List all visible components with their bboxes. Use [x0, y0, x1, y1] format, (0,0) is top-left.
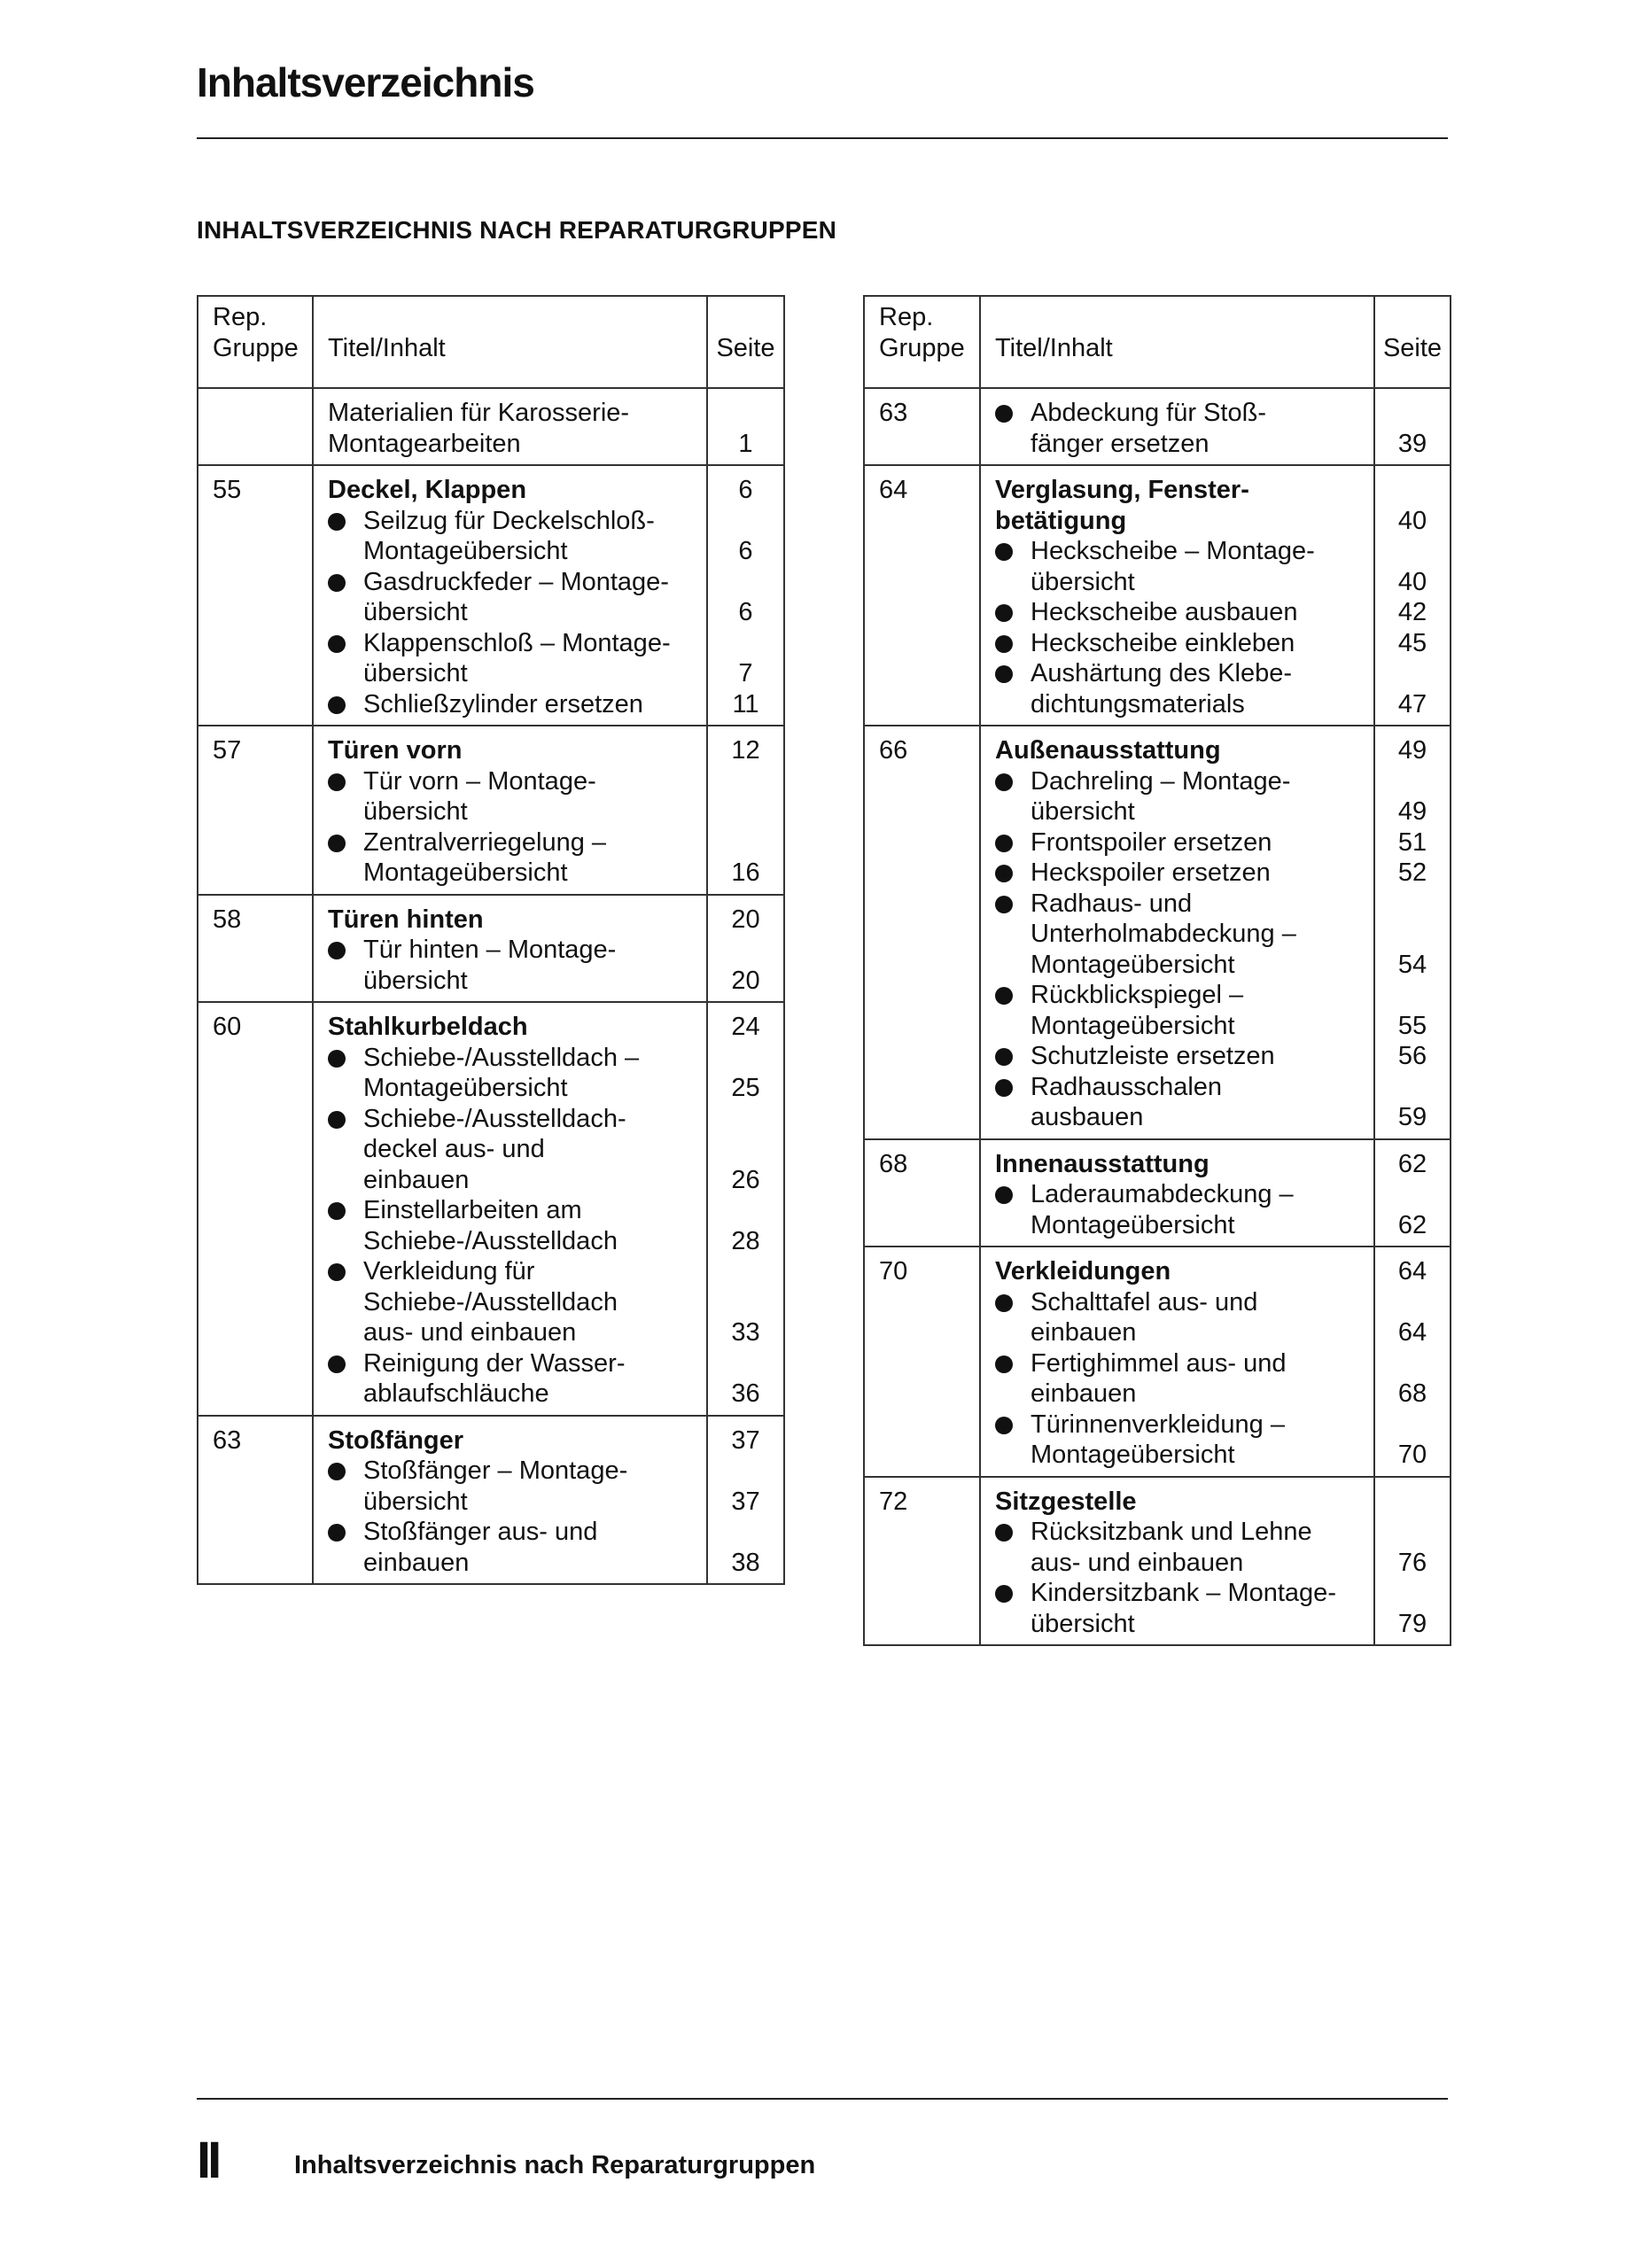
header-page: Seite [1382, 333, 1443, 362]
toc-section-row [198, 1002, 784, 1416]
page-cell [707, 1416, 784, 1585]
entry-continuation: einbauen [1031, 1318, 1137, 1347]
entry-continuation: Unterholmabdeckung – [1031, 920, 1296, 948]
entry-continuation: übersicht [363, 797, 468, 826]
entry-continuation: ausbauen [1031, 1103, 1144, 1131]
page-number: 1 [738, 429, 753, 458]
toc-table-right [863, 295, 1451, 1646]
page-number: 62 [1397, 1210, 1427, 1239]
page-number: 51 [1397, 827, 1427, 857]
page-number: 76 [1397, 1548, 1427, 1577]
group-cell [198, 465, 313, 726]
entry-bullet-item: Rücksitzbank und Lehne [995, 1517, 1368, 1548]
entry-bullet-item: Seilzug für Deckelschloß- [328, 506, 701, 537]
entry-bullet-item: Aushärtung des Klebe- [995, 658, 1368, 689]
group-number: 70 [879, 1257, 908, 1285]
page-number [1375, 398, 1450, 429]
toc-section-row [864, 1139, 1451, 1247]
group-cell [198, 1416, 313, 1585]
group-number: 66 [879, 736, 908, 765]
entry-bullet-item: Rückblickspiegel – [995, 980, 1368, 1011]
entry-bullet-item: Radhausschalen [995, 1072, 1368, 1103]
page-number: 26 [731, 1165, 760, 1194]
group-number [213, 398, 312, 429]
header-group-cell [198, 296, 313, 388]
page-number [1375, 658, 1450, 689]
entry-bullet-item: Fertighimmel aus- und [995, 1348, 1368, 1379]
page-number [1375, 1487, 1450, 1518]
entry-bullet-item: Radhaus- und [995, 889, 1368, 920]
page-cell [707, 895, 784, 1003]
toc-section-row [864, 726, 1451, 1139]
page-number [1375, 536, 1450, 567]
page-number: 37 [731, 1425, 760, 1455]
page-number [708, 398, 783, 429]
section-heading: Türen hinten [328, 905, 484, 934]
entry-continuation: Schiebe-/Ausstelldach [363, 1287, 618, 1317]
page-number: 36 [731, 1379, 760, 1408]
page-number [1375, 1179, 1450, 1210]
title-cell [980, 1139, 1374, 1247]
title-cell [313, 465, 707, 726]
page-number [1375, 1517, 1450, 1548]
group-number: 58 [213, 905, 242, 934]
page-number: 25 [731, 1074, 760, 1102]
page-number [1375, 1072, 1450, 1103]
title-cell [980, 465, 1374, 726]
page-cell [1374, 1477, 1451, 1646]
toc-section-row [198, 465, 784, 726]
entry-continuation: Schiebe-/Ausstelldach [363, 1226, 618, 1255]
toc-section-row [864, 388, 1451, 465]
page-number: 33 [731, 1318, 760, 1347]
header-title: Titel/Inhalt [328, 333, 446, 362]
group-cell [864, 1477, 980, 1646]
entry-bullet-item: Frontspoiler ersetzen [995, 827, 1368, 858]
page-number [708, 766, 783, 797]
page-number [708, 1456, 783, 1487]
entry-text: Montagearbeiten [328, 429, 521, 458]
page-number: 40 [1397, 506, 1427, 535]
group-number: 68 [879, 1149, 908, 1178]
page-number: 20 [731, 905, 760, 934]
page-number: 11 [732, 689, 759, 718]
section-heading: Außenausstattung [995, 736, 1221, 765]
page-number [1375, 919, 1450, 950]
bottom-divider [197, 2098, 1448, 2100]
entry-bullet-item: Klappenschloß – Montage- [328, 628, 701, 659]
title-cell [980, 1247, 1374, 1477]
entry-continuation: übersicht [363, 659, 468, 687]
title-cell [313, 895, 707, 1003]
section-heading: Innenausstattung [995, 1149, 1210, 1178]
header-group-line1: Rep. [879, 303, 934, 331]
title-cell [980, 388, 1374, 465]
section-heading: Verkleidungen [995, 1257, 1171, 1285]
entry-continuation: Montageübersicht [363, 858, 568, 887]
entry-bullet-item: Tür vorn – Montage- [328, 766, 701, 797]
page-cell [707, 388, 784, 465]
entry-bullet-item: Zentralverriegelung – [328, 827, 701, 858]
title-cell [313, 1416, 707, 1585]
group-cell [864, 726, 980, 1139]
page-number: 64 [1397, 1318, 1427, 1347]
page-number [708, 827, 783, 858]
page-number: 42 [1397, 598, 1427, 626]
page-number: 28 [731, 1226, 760, 1255]
page-number [1375, 1410, 1450, 1441]
page-number: 54 [1397, 950, 1427, 979]
entry-continuation: aus- und einbauen [363, 1318, 577, 1347]
page-number: 37 [731, 1487, 760, 1516]
page-number [708, 1287, 783, 1318]
entry-continuation: einbauen [363, 1165, 470, 1194]
entry-bullet-item: Heckspoiler ersetzen [995, 858, 1368, 889]
entry-bullet-item: Kindersitzbank – Montage- [995, 1578, 1368, 1609]
header-page-cell [1374, 296, 1451, 388]
page-number [1375, 1348, 1450, 1379]
entry-continuation: dichtungsmaterials [1031, 689, 1245, 718]
page-cell [707, 465, 784, 726]
page-number: 79 [1397, 1609, 1427, 1638]
entry-bullet-item: Schutzleiste ersetzen [995, 1041, 1368, 1072]
page-number: 49 [1397, 797, 1427, 826]
page-number: 38 [731, 1548, 760, 1577]
group-number: 63 [213, 1425, 242, 1455]
entry-continuation: Montageübersicht [1031, 1441, 1235, 1469]
entry-continuation: deckel aus- und [363, 1135, 545, 1163]
header-page: Seite [716, 333, 775, 362]
group-cell [198, 726, 313, 895]
page-number [708, 1195, 783, 1226]
group-number: 55 [213, 476, 242, 504]
page-number [1375, 475, 1450, 506]
entry-continuation: einbauen [363, 1548, 470, 1577]
page-number [708, 1517, 783, 1548]
page-cell [707, 1002, 784, 1416]
toc-section-row [198, 1416, 784, 1585]
entry-continuation: übersicht [1031, 1609, 1135, 1638]
entry-continuation: aus- und einbauen [1031, 1548, 1244, 1577]
toc-header-row [864, 296, 1451, 388]
entry-continuation: Montageübersicht [363, 537, 568, 565]
group-number: 60 [213, 1013, 242, 1041]
section-heading: Verglasung, Fenster- [995, 476, 1249, 504]
section-heading: Deckel, Klappen [328, 476, 527, 504]
entry-text: Materialien für Karosserie- [328, 399, 630, 427]
page-title: Inhaltsverzeichnis [197, 59, 534, 105]
header-page-cell [707, 296, 784, 388]
page-number: 12 [731, 736, 760, 765]
page-number [1375, 1287, 1450, 1318]
section-subtitle: INHALTSVERZEICHNIS NACH REPARATURGRUPPEN [197, 216, 837, 244]
entry-continuation: Montageübersicht [1031, 950, 1235, 979]
page-number: 16 [731, 858, 760, 887]
page-cell [1374, 465, 1451, 726]
entry-bullet-item: Stoßfänger – Montage- [328, 1456, 701, 1487]
group-cell [864, 1139, 980, 1247]
entry-continuation: übersicht [1031, 567, 1135, 596]
section-heading: Stahlkurbeldach [328, 1013, 528, 1041]
section-heading: Türen vorn [328, 736, 463, 765]
entry-continuation: einbauen [1031, 1379, 1137, 1408]
footer-page-number: II [197, 2132, 219, 2189]
toc-section-row [198, 726, 784, 895]
entry-bullet-item: Schiebe-/Ausstelldach – [328, 1043, 701, 1074]
page-number: 62 [1397, 1149, 1427, 1178]
header-title-cell [980, 296, 1374, 388]
section-heading: Stoßfänger [328, 1425, 464, 1455]
entry-bullet-item: Laderaumabdeckung – [995, 1179, 1368, 1210]
header-group-cell [864, 296, 980, 388]
page-number: 6 [738, 537, 753, 565]
page-number: 56 [1397, 1042, 1427, 1070]
entry-bullet-item: Türinnenverkleidung – [995, 1410, 1368, 1441]
page-number [708, 1256, 783, 1287]
page-number [708, 506, 783, 537]
entry-bullet-item: Heckscheibe ausbauen [995, 597, 1368, 628]
entry-continuation: übersicht [1031, 797, 1135, 826]
footer-text: Inhaltsverzeichnis nach Reparaturgruppen [294, 2151, 816, 2179]
page-number: 47 [1397, 689, 1427, 718]
page-number: 55 [1397, 1011, 1427, 1040]
group-cell [198, 388, 313, 465]
page-number: 59 [1397, 1103, 1427, 1131]
toc-table-left [197, 295, 785, 1585]
entry-bullet-item: Tür hinten – Montage- [328, 935, 701, 966]
group-number: 57 [213, 736, 242, 765]
entry-continuation: übersicht [363, 598, 468, 626]
group-number: 72 [879, 1487, 908, 1516]
header-group-line1: Rep. [213, 303, 268, 331]
entry-bullet-item: Stoßfänger aus- und [328, 1517, 701, 1548]
page-number [708, 567, 783, 598]
page-number: 45 [1397, 628, 1427, 657]
entry-continuation: Montageübersicht [1031, 1210, 1235, 1239]
page-number: 49 [1397, 736, 1427, 765]
page-number: 7 [738, 659, 753, 687]
page-number: 64 [1397, 1257, 1427, 1285]
section-heading: Sitzgestelle [995, 1487, 1137, 1516]
header-title-cell [313, 296, 707, 388]
page-number [708, 1134, 783, 1165]
header-group-line2: Gruppe [879, 333, 965, 362]
section-heading: betätigung [995, 506, 1127, 535]
page-number [1375, 980, 1450, 1011]
entry-bullet-item: Gasdruckfeder – Montage- [328, 567, 701, 598]
group-cell [198, 1002, 313, 1416]
entry-continuation: fänger ersetzen [1031, 429, 1210, 458]
entry-continuation: Montageübersicht [1031, 1011, 1235, 1040]
page-number [708, 1348, 783, 1379]
title-cell [313, 388, 707, 465]
entry-bullet-item: Heckscheibe – Montage- [995, 536, 1368, 567]
entry-continuation: übersicht [363, 966, 468, 995]
page-number: 20 [731, 966, 760, 995]
page-cell [1374, 726, 1451, 1139]
group-cell [198, 895, 313, 1003]
toc-right-body [864, 296, 1451, 1645]
page-cell [1374, 388, 1451, 465]
toc-section-row [198, 388, 784, 465]
page-number [1375, 1578, 1450, 1609]
entry-bullet-item: Abdeckung für Stoß- [995, 398, 1368, 429]
page-number [1375, 766, 1450, 797]
page-number: 6 [738, 598, 753, 626]
entry-continuation: Montageübersicht [363, 1074, 568, 1102]
page-number: 68 [1397, 1379, 1427, 1408]
page-cell [707, 726, 784, 895]
page-number: 40 [1397, 567, 1427, 596]
page-cell [1374, 1139, 1451, 1247]
page-number [708, 935, 783, 966]
toc-section-row [864, 1477, 1451, 1646]
entry-bullet-item: Heckscheibe einkleben [995, 628, 1368, 659]
page-number: 24 [731, 1013, 760, 1041]
group-cell [864, 1247, 980, 1477]
page-number [708, 628, 783, 659]
title-cell [313, 726, 707, 895]
toc-section-row [864, 1247, 1451, 1477]
toc-section-row [198, 895, 784, 1003]
page-number: 52 [1397, 858, 1427, 887]
entry-bullet-item: Reinigung der Wasser- [328, 1348, 701, 1379]
toc-section-row [864, 465, 1451, 726]
title-cell [313, 1002, 707, 1416]
toc-header-row [198, 296, 784, 388]
entry-bullet-item: Einstellarbeiten am [328, 1195, 701, 1226]
header-title: Titel/Inhalt [995, 333, 1113, 362]
page-number: 39 [1397, 429, 1427, 458]
entry-bullet-item: Schließzylinder ersetzen [328, 689, 701, 720]
entry-bullet-item: Schalttafel aus- und [995, 1287, 1368, 1318]
entry-continuation: ablaufschläuche [363, 1379, 549, 1408]
group-number: 63 [879, 399, 908, 427]
page-number: 6 [738, 476, 753, 504]
page-number [708, 796, 783, 827]
page-number [1375, 889, 1450, 920]
entry-bullet-item: Schiebe-/Ausstelldach- [328, 1104, 701, 1135]
page-cell [1374, 1247, 1451, 1477]
title-cell [980, 1477, 1374, 1646]
group-number: 64 [879, 476, 908, 504]
page-number [708, 1104, 783, 1135]
entry-bullet-item: Verkleidung für [328, 1256, 701, 1287]
group-cell [864, 388, 980, 465]
entry-bullet-item: Dachreling – Montage- [995, 766, 1368, 797]
group-cell [864, 465, 980, 726]
entry-continuation: übersicht [363, 1487, 468, 1516]
page-number [708, 1043, 783, 1074]
top-divider [197, 137, 1448, 139]
title-cell [980, 726, 1374, 1139]
toc-left-body [198, 296, 784, 1584]
page-number: 70 [1397, 1441, 1427, 1469]
header-group-line2: Gruppe [213, 333, 299, 362]
